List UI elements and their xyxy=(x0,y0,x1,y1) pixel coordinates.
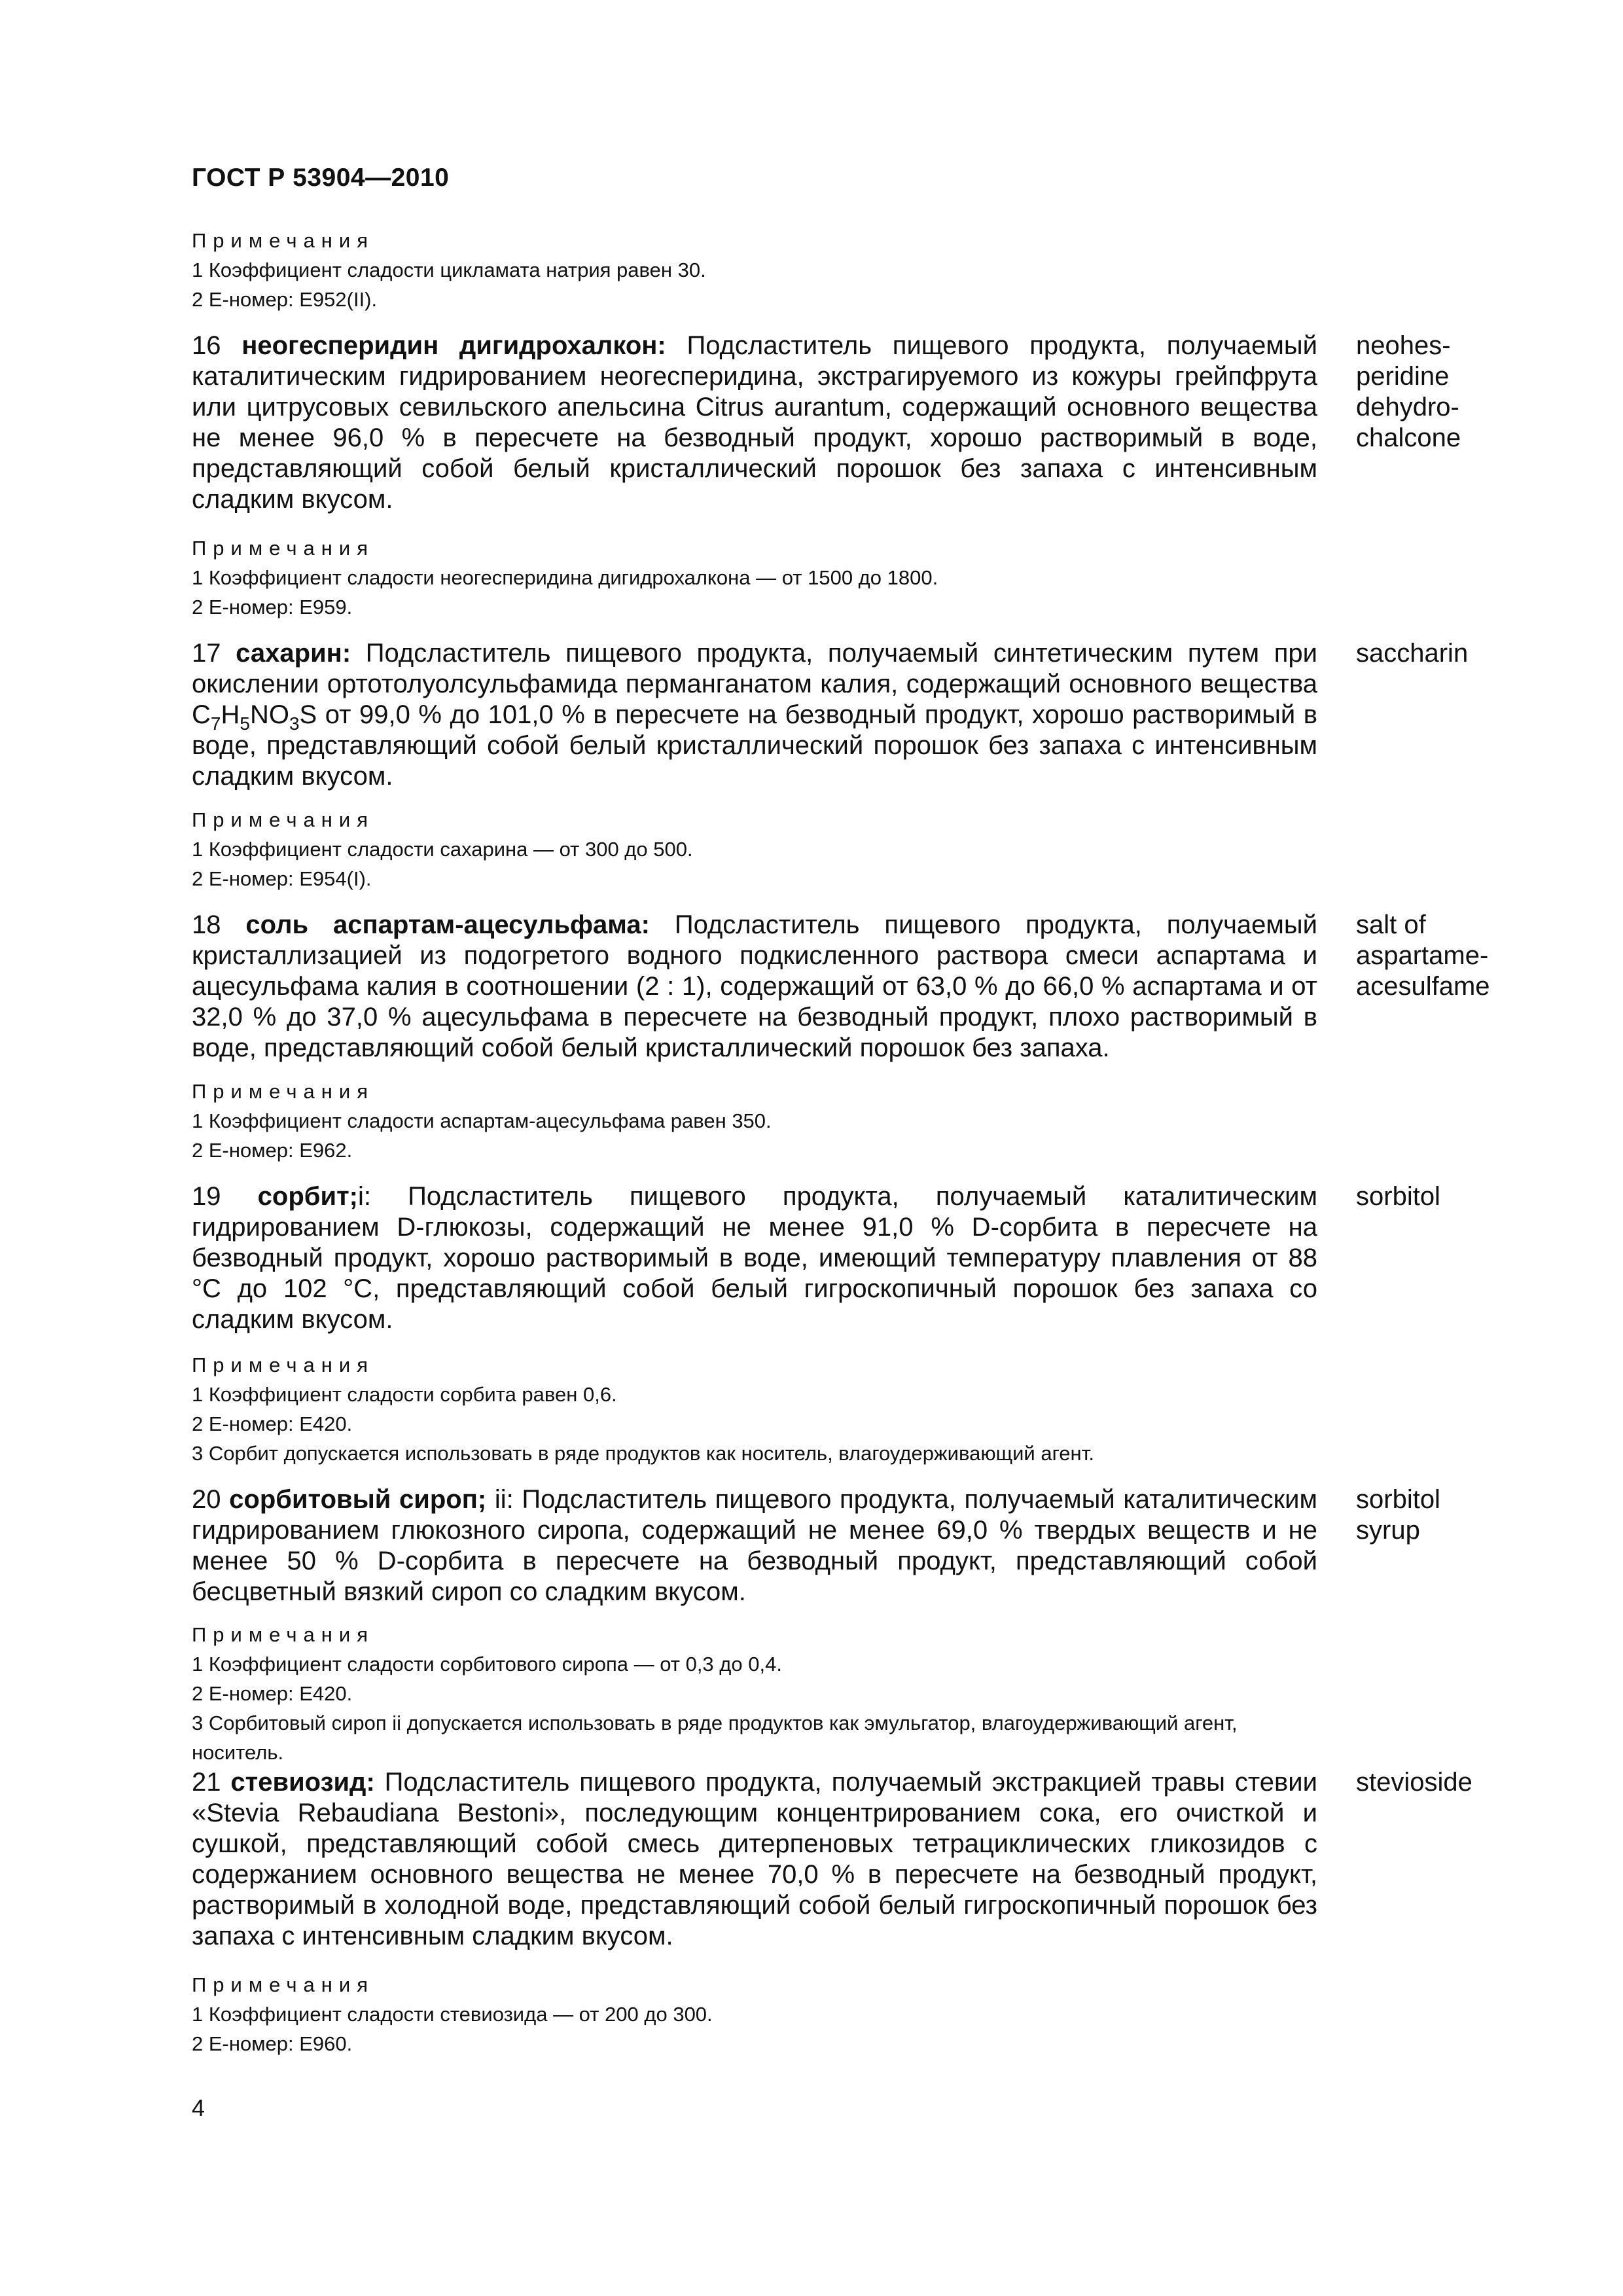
english-term-line: chalcone xyxy=(1356,423,1461,452)
term-16-english xyxy=(1356,331,1520,454)
document-header: ГОСТ Р 53904—2010 xyxy=(192,164,450,192)
english-term-line: acesulfame xyxy=(1356,972,1490,1001)
term-19-english xyxy=(1356,1181,1520,1212)
term-name: сахарин: xyxy=(236,639,351,668)
term-18-english xyxy=(1356,910,1520,1002)
term-name: соль аспартам-ацесульфама: xyxy=(245,910,650,939)
note-line: 3 Сорбит допускается использовать в ряде продуктов как носитель, влагоудерживающий агент. xyxy=(192,1442,1094,1465)
intro-notes xyxy=(192,226,1317,314)
english-term-line: peridine xyxy=(1356,362,1450,391)
english-term-line: syrup xyxy=(1356,1516,1420,1545)
term-definition: Подсластитель пищевого продукта, получаемый каталитическим гидрированием неогесперидина, экстрагируемого из кожуры грейпфрута или цитрусовых севильского апельсина Citrus aurantum, содержащий основного вещества не менее 96,0 % в пересчете на безводный продукт, хорошо растворимый в воде, представляющий собой белый кристаллический порошок без запаха с интенсивным сладким вкусом. xyxy=(192,331,1317,514)
note-line: 2 Е-номер: Е959. xyxy=(192,596,353,619)
english-term-line: aspartame- xyxy=(1356,941,1489,970)
term-16 xyxy=(192,331,1317,515)
term-number: 17 xyxy=(192,639,221,668)
term-definition: Подсластитель пищевого продукта, получаемый каталитическим гидрированием D-глюкозы, содержащий не менее 91,0 % D-сорбита в пересчете на безводный продукт, хорошо растворимый в воде, имеющий температуру плавления от 88 °C до 102 °C, представляющий собой белый гигроскопичный порошок без запаха со сладким вкусом. xyxy=(192,1182,1317,1334)
english-term-line: saccharin xyxy=(1356,639,1469,668)
term-18 xyxy=(192,910,1317,1064)
note-line: 2 Е-номер: Е960. xyxy=(192,2032,353,2055)
note-line: 1 Коэффициент сладости сахарина — от 300 до 500. xyxy=(192,838,693,861)
term-number: 16 xyxy=(192,331,221,360)
term-definition-part2: от 99,0 % до 101,0 % в пересчете на безводный продукт, хорошо растворимый в воде, представляющий собой белый кристаллический порошок без запаха с интенсивным сладким вкусом. xyxy=(192,700,1318,791)
notes-title: Примечания xyxy=(192,229,374,252)
term-definition: Подсластитель пищевого продукта, получаемый экстракцией травы стевии «Stevia Rebaudiana Bestoni», последующим концентрированием сока, его очисткой и сушкой, представляющий собой смесь дитерпеновых тетрациклических гликозидов с содержанием основного вещества не менее 70,0 % в пересчете на безводный продукт, растворимый в холодной воде, представляющий собой белый гигроскопичный порошок без запаха с интенсивным сладким вкусом. xyxy=(192,1768,1317,1950)
term-18-notes xyxy=(192,1077,1317,1165)
term-20-english xyxy=(1356,1484,1520,1546)
term-suffix: ii: xyxy=(494,1485,514,1514)
note-line: 1 Коэффициент сладости аспартам-ацесульфама равен 350. xyxy=(192,1109,772,1132)
term-number: 19 xyxy=(192,1182,221,1211)
term-21 xyxy=(192,1767,1317,1952)
term-21-notes xyxy=(192,1970,1317,2058)
english-term-line: stevioside xyxy=(1356,1768,1472,1797)
note-line: 1 Коэффициент сладости сорбитового сиропа — от 0,3 до 0,4. xyxy=(192,1653,782,1676)
english-term-line: sorbitol xyxy=(1356,1182,1440,1211)
term-name: неогесперидин дигидрохалкон: xyxy=(241,331,666,360)
term-16-notes xyxy=(192,533,1317,622)
english-term-line: salt of xyxy=(1356,910,1426,939)
note-line: 1 Коэффициент сладости неогесперидина дигидрохалкона — от 1500 до 1800. xyxy=(192,566,938,589)
english-term-line: dehydro- xyxy=(1356,393,1459,422)
term-17-notes xyxy=(192,805,1317,893)
page-number: 4 xyxy=(192,2094,205,2121)
notes-title: Примечания xyxy=(192,808,374,831)
note-line: 1 Коэффициент сладости стевиозида — от 200 до 300. xyxy=(192,2003,713,2026)
term-19 xyxy=(192,1181,1317,1335)
note-line: 2 Е-номер: Е962. xyxy=(192,1139,353,1162)
notes-title: Примечания xyxy=(192,537,374,560)
note-line: 1 Коэффициент сладости сорбита равен 0,6. xyxy=(192,1383,617,1406)
note-line: 2 Е-номер: Е954(I). xyxy=(192,867,372,890)
term-number: 18 xyxy=(192,910,221,939)
term-name: сорбитовый сироп; xyxy=(229,1485,487,1514)
english-term-line: neohes- xyxy=(1356,331,1451,360)
term-name: сорбит; xyxy=(257,1182,358,1211)
term-21-english xyxy=(1356,1767,1520,1798)
notes-title: Примечания xyxy=(192,1354,374,1376)
term-name: стевиозид: xyxy=(230,1768,375,1797)
term-17 xyxy=(192,638,1317,792)
term-definition: Подсластитель пищевого продукта, получаемый кристаллизацией из подогретого водного подкисленного раствора смеси аспартама и ацесульфама калия в соотношении (2 : 1), содержащий от 63,0 % до 66,0 % аспартама и от 32,0 % до 37,0 % ацесульфама в пересчете на безводный продукт, плохо растворимый в воде, представляющий собой белый кристаллический порошок без запаха. xyxy=(192,910,1317,1062)
term-19-notes xyxy=(192,1350,1317,1468)
notes-title: Примечания xyxy=(192,1623,374,1646)
note-line: 3 Сорбитовый сироп ii допускается использовать в ряде продуктов как эмульгатор, влагоудерживающий агент, носитель. xyxy=(192,1712,1238,1764)
note-line: 2 Е-номер: Е952(II). xyxy=(192,288,378,311)
term-number: 21 xyxy=(192,1768,221,1797)
term-number: 20 xyxy=(192,1485,221,1514)
note-line: 1 Коэффициент сладости цикламата натрия равен 30. xyxy=(192,259,706,281)
english-term-line: sorbitol xyxy=(1356,1485,1440,1514)
term-17-english xyxy=(1356,638,1520,669)
term-20 xyxy=(192,1484,1317,1607)
term-suffix: i: xyxy=(358,1182,371,1211)
term-definition-part1: Подсластитель пищевого продукта, получаемый синтетическим путем при окислении ортотолуолсульфамида перманганатом калия, содержащий основного вещества xyxy=(192,639,1317,698)
term-definition: Подсластитель пищевого продукта, получаемый каталитическим гидрированием глюкозного сиропа, содержащий не менее 69,0 % твердых веществ и не менее 50 % D-сорбита в пересчете на безводный продукт, представляющий собой бесцветный вязкий сироп со сладким вкусом. xyxy=(192,1485,1317,1606)
note-line: 2 Е-номер: Е420. xyxy=(192,1682,353,1705)
notes-title: Примечания xyxy=(192,1973,374,1996)
chemical-formula: $C_7H_5NO_3S$ xyxy=(192,700,317,734)
notes-title: Примечания xyxy=(192,1080,374,1103)
note-line: 2 Е-номер: Е420. xyxy=(192,1412,353,1435)
term-20-notes xyxy=(192,1620,1317,1767)
